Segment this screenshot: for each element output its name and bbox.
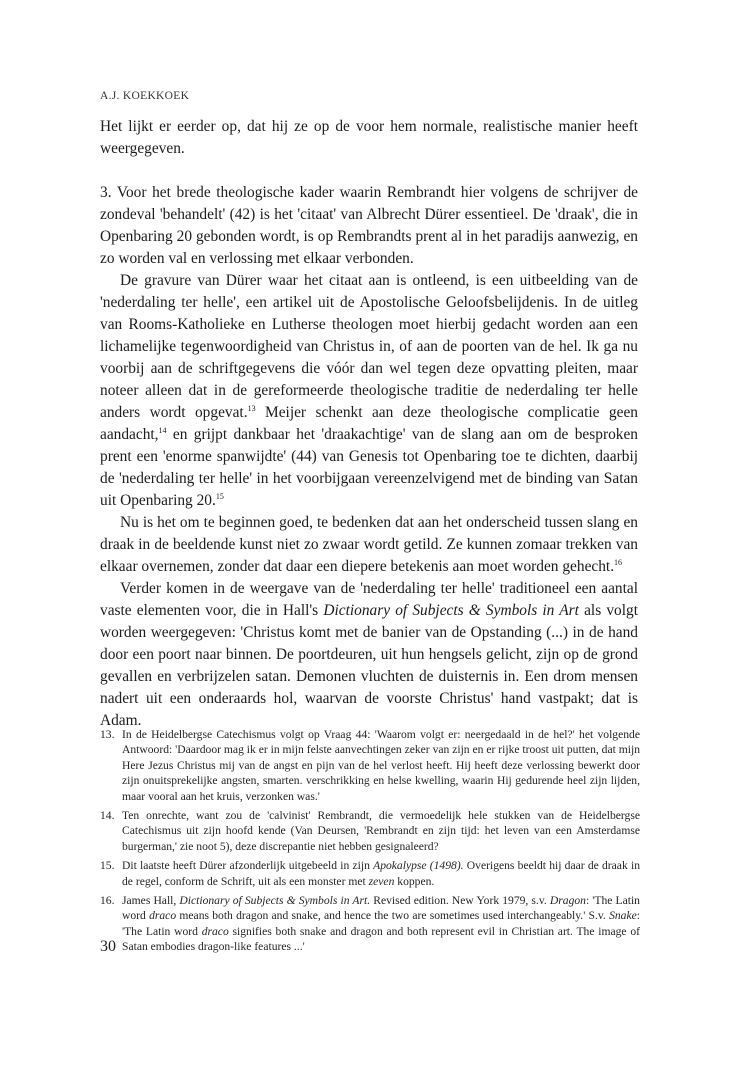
footnote-text: Ten onrechte, want zou de 'calvinist' Rembrandt, die vermoedelijk hele stukken van de Heidelbergse Catechismus uit zijn hoofd kende (Van Deursen, 'Rembrandt en zijn tijd: het leven van een Amsterdamse burgerman,' zie noot 5), deze discrepantie niet hebben gesignaleerd? — [122, 809, 640, 853]
paragraph-5 — [100, 578, 638, 732]
footnote-part: : 'The Latin word — [122, 894, 640, 923]
footnote-ref-14[interactable]: 14 — [158, 425, 167, 435]
footnote-16 — [100, 893, 640, 955]
footnote-number: 15. — [100, 859, 115, 873]
footnote-part: Overigens beeldt hij daar de draak in de regel, conform de Schrift, uit als een monster met — [122, 859, 640, 888]
footnote-part: : 'The Latin word — [122, 909, 640, 938]
footnote-13 — [100, 727, 640, 804]
footnote-part: Dit laatste heeft Dürer afzonderlijk uitgebeeld in zijn — [122, 859, 374, 873]
footnote-italic: Dictionary of Subjects & Symbols in Art. — [179, 894, 371, 908]
paragraph-3-part-c: en grijpt dankbaar het 'draakachtige' van de slang aan om de besproken prent een 'enorme spanwijdte' (44) van Genesis tot Openbaring toe te dichten, daarbij de 'nederdaling ter helle' in het voorbijgaan vereenzelvigend met de binding van Satan uit Openbaring 20. — [100, 426, 638, 509]
footnote-text — [122, 858, 640, 889]
footnote-italic: draco — [201, 924, 229, 938]
footnote-text — [122, 893, 640, 955]
paragraph-5-part-b: als volgt worden weergegeven: 'Christus komt met de banier van de Opstanding (...) in de hand door een poort naar binnen. De poortdeuren, uit hun hengsels gelicht, zijn op de grond gevallen en verbrijzelen satan. Demonen vluchten de duisternis in. Een drom mensen nadert uit een onderaards hol, waarvan de voorste Christus' hand vastpakt; dat is Adam. — [100, 602, 638, 729]
footnote-italic: zeven — [368, 874, 395, 888]
footnote-part: Revised edition. New York 1979, s.v. — [370, 894, 550, 908]
paragraph-3 — [100, 270, 638, 512]
paragraph-3-part-a: De gravure van Dürer waar het citaat aan is ontleend, is een uitbeelding van de 'nederdaling ter helle', een artikel uit de Apostolische Geloofsbelijdenis. In de uitleg van Rooms-Katholieke en Lutherse theologen moet hierbij gedacht worden aan een lichamelijke tegenwoordigheid van Christus in, of aan de poorten van de hel. Ik ga nu voorbij aan de schriftgegevens die vóór dan wel tegen deze opvatting pleiten, maar noteer alleen dat in de gereformeerde theologische traditie de nederdaling ter helle anders wordt opgevat. — [100, 272, 638, 421]
footnote-part: means both dragon and snake, and hence the two are sometimes used interchangeably.' S.v. — [176, 909, 610, 923]
footnote-number: 16. — [100, 894, 115, 908]
footnote-ref-13[interactable]: 13 — [247, 403, 256, 413]
footnote-ref-16[interactable]: 16 — [614, 557, 623, 567]
footnote-text: In de Heidelbergse Catechismus volgt op Vraag 44: 'Waarom volgt er: neergedaald in de hel?' het volgende Antwoord: 'Daardoor mag ik er in mijn felste aanvechtingen zeker van zijn en er rijke troost uit putten, dat mijn Here Jezus Christus mij van de angst en pijn van de hel verlost heeft. Hij heeft deze verlossing bewerkt door zijn onuitsprekelijke angsten, smarten. verschrikking en helse kwelling, waarin Hij gedurende heel zijn lijden, maar vooral aan het kruis, verzonken was.' — [122, 728, 640, 803]
paragraph-1: Het lijkt er eerder op, dat hij ze op de voor hem normale, realistische manier heeft weergegeven. — [100, 118, 638, 157]
footnote-number: 14. — [100, 809, 115, 823]
footnote-part: koppen. — [394, 874, 435, 888]
book-title: Dictionary of Subjects & Symbols in Art — [323, 602, 579, 619]
paragraph-3-part-b: Meijer schenkt aan deze theologische complicatie geen aandacht, — [100, 404, 638, 443]
paragraph-5-part-a: Verder komen in de weergave van de 'nederdaling ter helle' traditioneel een aantal vaste elementen voor, die in Hall's — [100, 580, 638, 619]
paragraph-4-part-a: Nu is het om te beginnen goed, te bedenken dat aan het onderscheid tussen slang en draak in de beeldende kunst niet zo zwaar wordt getild. Ze kunnen zomaar trekken van elkaar overnemen, zonder dat daar een diepere betekenis aan moet worden gehecht. — [100, 514, 638, 575]
paragraph-4 — [100, 512, 638, 578]
footnote-italic: Dragon — [549, 894, 586, 908]
footnote-ref-15[interactable]: 15 — [215, 491, 224, 501]
footnote-italic: Apokalypse (1498). — [373, 859, 464, 873]
footnotes — [100, 727, 640, 959]
footnote-part: James Hall, — [122, 894, 180, 908]
footnote-number: 13. — [100, 728, 115, 741]
running-head: A.J. KOEKKOEK — [100, 90, 190, 102]
footnote-14 — [100, 808, 640, 854]
footnote-italic: Snake — [609, 909, 637, 923]
footnote-part: signifies both snake and dragon and both represent evil in Christian art. The image of Satan embodies dragon-like features ...' — [122, 924, 640, 954]
paragraph-2: 3. Voor het brede theologische kader waarin Rembrandt hier volgens de schrijver de zondeval 'behandelt' (42) is het 'citaat' van Albrecht Dürer essentieel. De 'draak', die in Openbaring 20 gebonden wordt, is op Rembrandts prent al in het paradijs aanwezig, en zo worden val en verlossing met elkaar verbonden. — [100, 184, 638, 267]
footnote-italic: draco — [149, 909, 177, 923]
main-text — [100, 116, 638, 732]
footnote-15 — [100, 858, 640, 889]
page-number: 30 — [100, 938, 116, 955]
